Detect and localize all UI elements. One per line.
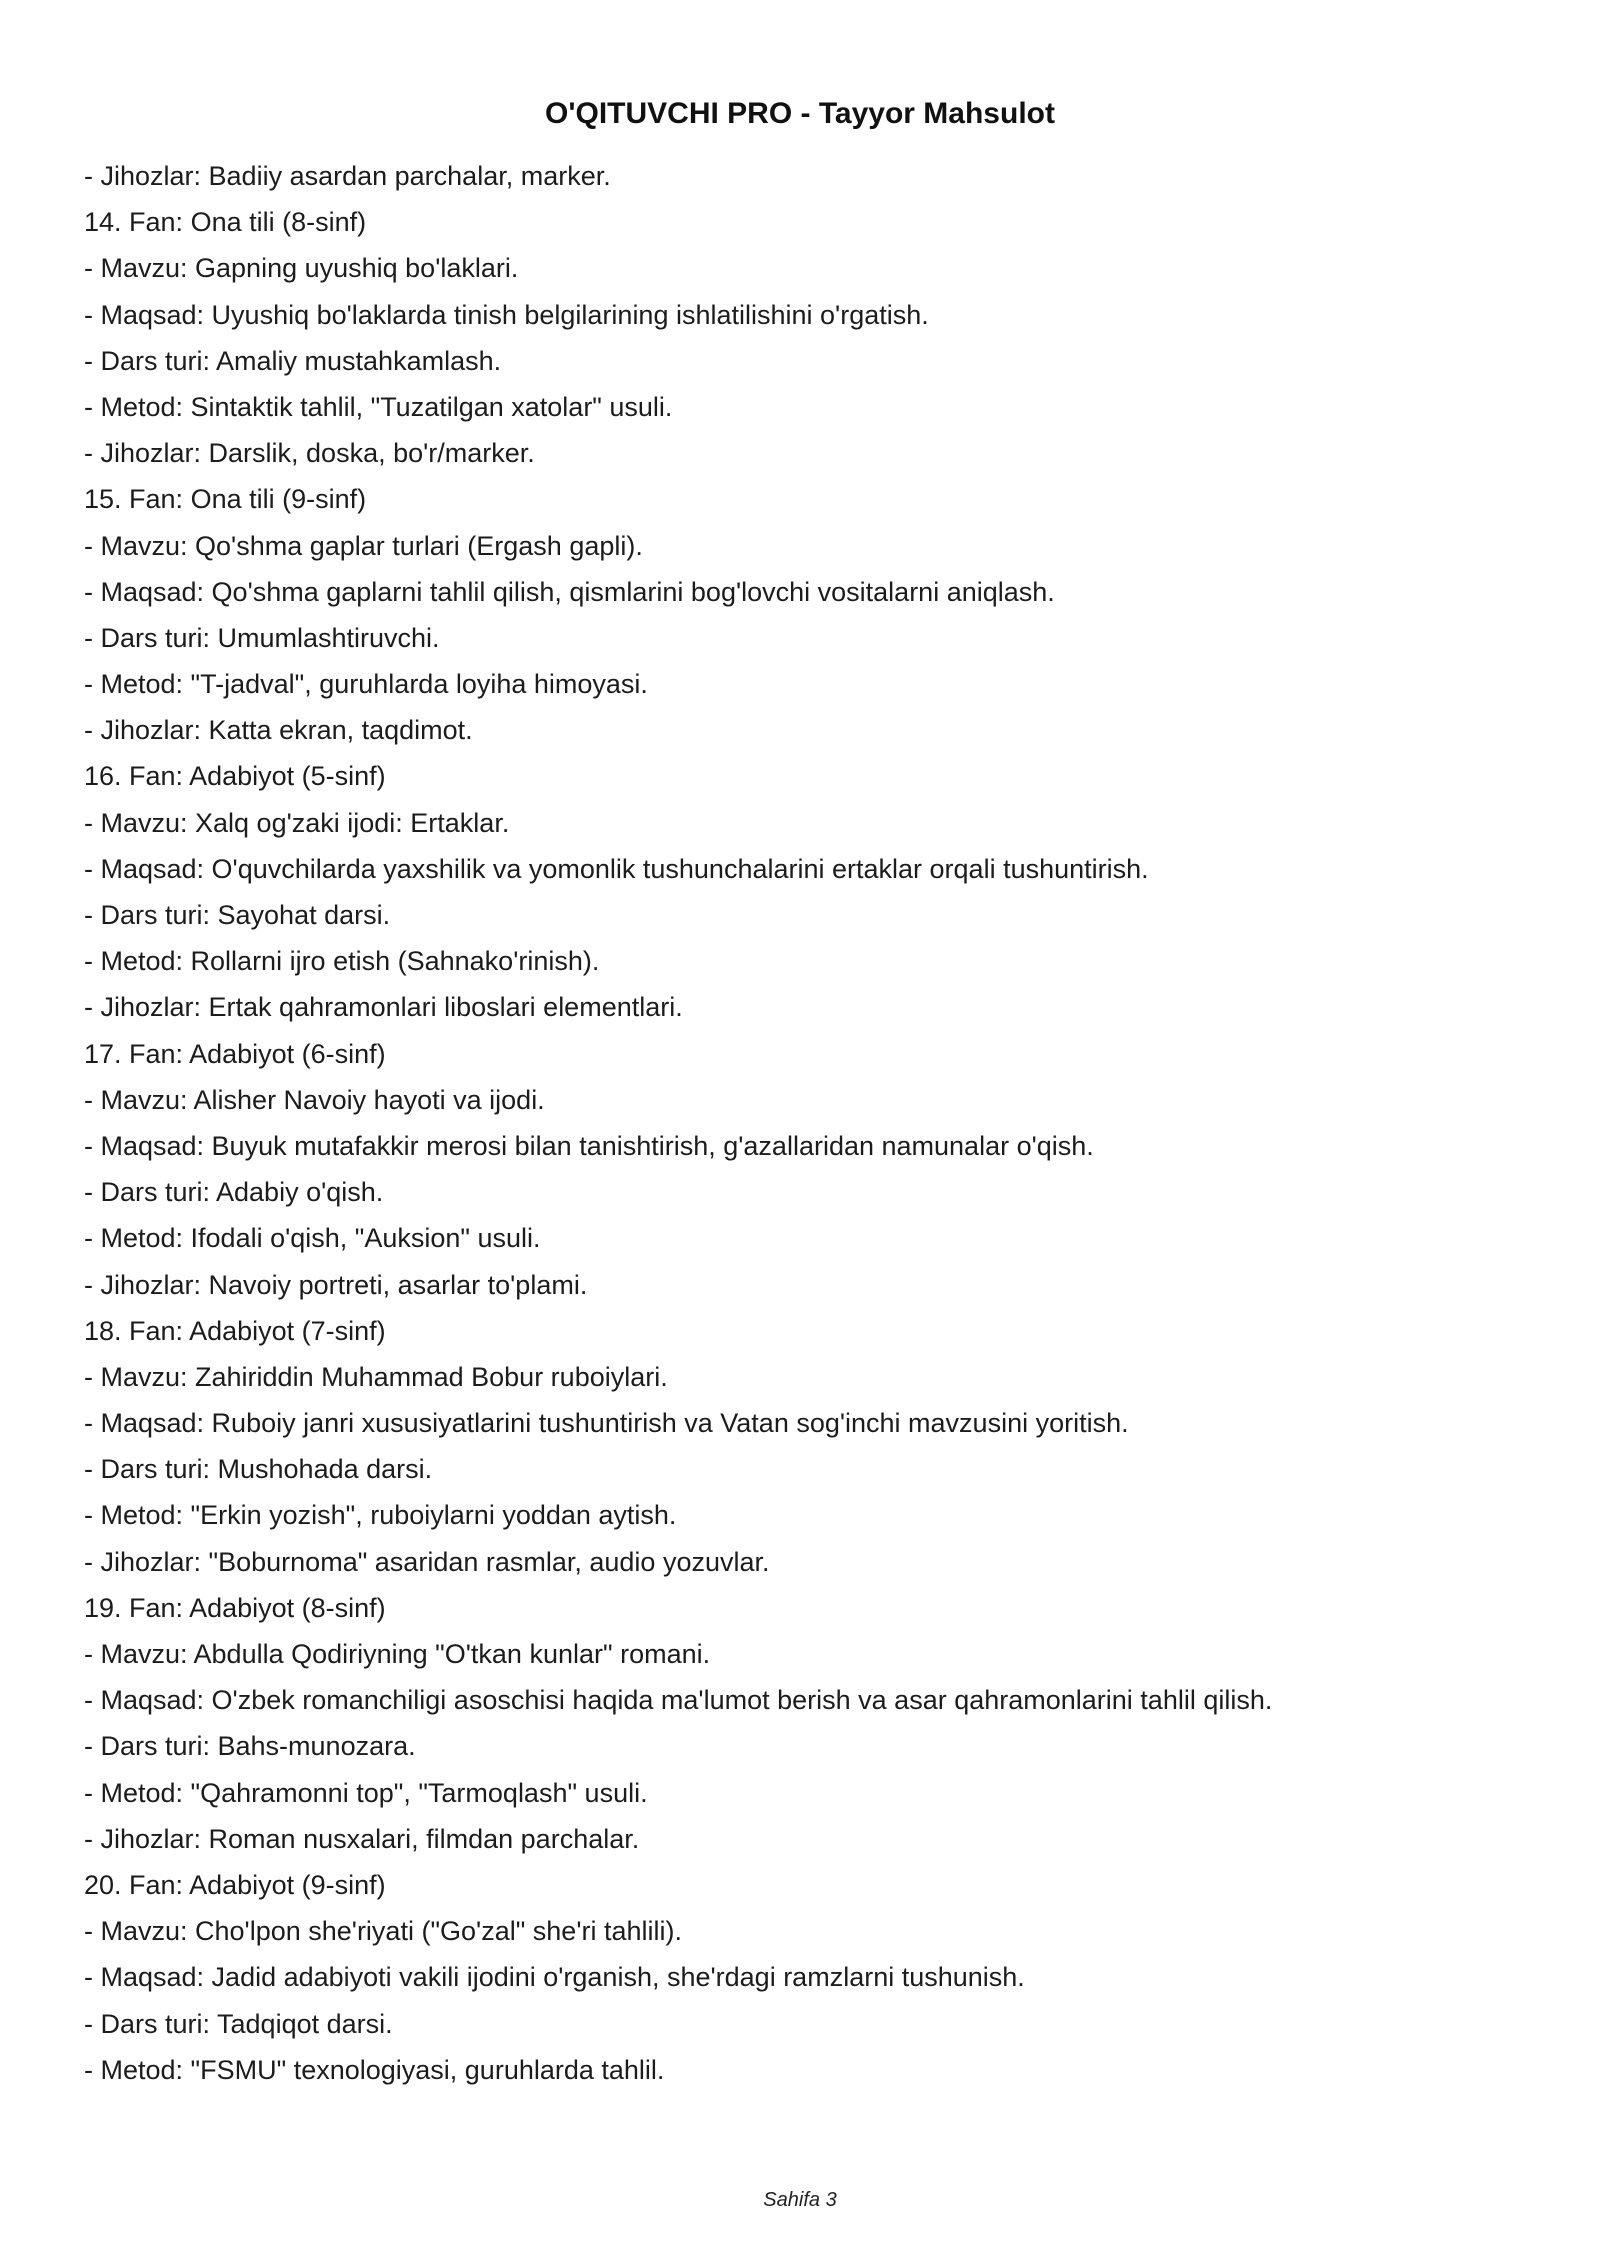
detail-line: - Maqsad: Ruboiy janri xususiyatlarini tushuntirish va Vatan sog'inchi mavzusini yoritish. [84, 1408, 1129, 1439]
detail-line: - Metod: Sintaktik tahlil, "Tuzatilgan xatolar" usuli. [84, 391, 673, 422]
subject-heading-line: 19. Fan: Adabiyot (8-sinf) [84, 1592, 386, 1623]
detail-line: - Dars turi: Tadqiqot darsi. [84, 2008, 393, 2039]
detail-line: - Jihozlar: Ertak qahramonlari liboslari elementlari. [84, 992, 683, 1023]
subject-heading-line: 16. Fan: Adabiyot (5-sinf) [84, 761, 386, 792]
detail-line: - Metod: "Erkin yozish", ruboiylarni yoddan aytish. [84, 1500, 677, 1531]
detail-line: - Jihozlar: "Boburnoma" asaridan rasmlar, audio yozuvlar. [84, 1546, 770, 1577]
detail-line: - Dars turi: Mushohada darsi. [84, 1454, 433, 1485]
subject-heading-line: 18. Fan: Adabiyot (7-sinf) [84, 1315, 386, 1346]
subject-heading-line: 17. Fan: Adabiyot (6-sinf) [84, 1038, 386, 1069]
detail-line: - Dars turi: Adabiy o'qish. [84, 1177, 384, 1208]
detail-line: - Metod: "Qahramonni top", "Tarmoqlash" usuli. [84, 1777, 648, 1808]
detail-line: - Jihozlar: Darslik, doska, bo'r/marker. [84, 438, 535, 469]
detail-line: - Maqsad: O'zbek romanchiligi asoschisi haqida ma'lumot berish va asar qahramonlarini tahlil qilish. [84, 1685, 1273, 1716]
detail-line: - Metod: Rollarni ijro etish (Sahnako'rinish). [84, 946, 600, 977]
detail-line: - Dars turi: Amaliy mustahkamlash. [84, 345, 502, 376]
detail-line: - Dars turi: Umumlashtiruvchi. [84, 622, 440, 653]
detail-line: - Jihozlar: Navoiy portreti, asarlar to'plami. [84, 1269, 588, 1300]
document-body [84, 153, 1524, 2093]
detail-line: - Dars turi: Bahs-munozara. [84, 1731, 416, 1762]
detail-line: - Maqsad: Uyushiq bo'laklarda tinish belgilarining ishlatilishini o'rgatish. [84, 299, 929, 330]
detail-line: - Jihozlar: Roman nusxalari, filmdan parchalar. [84, 1823, 640, 1854]
detail-line: - Mavzu: Zahiriddin Muhammad Bobur ruboiylari. [84, 1361, 668, 1392]
detail-line: - Mavzu: Qo'shma gaplar turlari (Ergash gapli). [84, 530, 643, 561]
subject-heading-line: 14. Fan: Ona tili (8-sinf) [84, 207, 367, 238]
detail-line: - Metod: "FSMU" texnologiyasi, guruhlarda tahlil. [84, 2054, 665, 2085]
detail-line: - Maqsad: Jadid adabiyoti vakili ijodini o'rganish, she'rdagi ramzlarni tushunish. [84, 1962, 1025, 1993]
detail-line: - Mavzu: Abdulla Qodiriyning "O'tkan kunlar" romani. [84, 1639, 711, 1669]
detail-line: - Mavzu: Xalq og'zaki ijodi: Ertaklar. [84, 807, 510, 838]
detail-line: - Jihozlar: Katta ekran, taqdimot. [84, 715, 473, 746]
detail-line: - Maqsad: Qo'shma gaplarni tahlil qilish, qismlarini bog'lovchi vositalarni aniqlash. [84, 576, 1055, 607]
subject-heading-line: 20. Fan: Adabiyot (9-sinf) [84, 1869, 386, 1900]
detail-line: - Metod: "T-jadval", guruhlarda loyiha himoyasi. [84, 669, 648, 700]
detail-line: - Mavzu: Cho'lpon she'riyati ("Go'zal" she'ri tahlili). [84, 1916, 682, 1947]
detail-line: - Mavzu: Alisher Navoiy hayoti va ijodi. [84, 1084, 545, 1115]
detail-line: - Metod: Ifodali o'qish, "Auksion" usuli. [84, 1223, 541, 1254]
page-number: Sahifa 3 [763, 2189, 837, 2211]
subject-heading-line: 15. Fan: Ona tili (9-sinf) [84, 484, 367, 515]
detail-line: - Jihozlar: Badiiy asardan parchalar, marker. [84, 161, 611, 191]
detail-line: - Maqsad: O'quvchilarda yaxshilik va yomonlik tushunchalarini ertaklar orqali tushuntirish. [84, 853, 1149, 884]
detail-line: - Mavzu: Gapning uyushiq bo'laklari. [84, 253, 519, 284]
page-title: O'QITUVCHI PRO - Tayyor Mahsulot [545, 97, 1055, 130]
detail-line: - Maqsad: Buyuk mutafakkir merosi bilan tanishtirish, g'azallaridan namunalar o'qish. [84, 1130, 1094, 1161]
detail-line: - Dars turi: Sayohat darsi. [84, 900, 391, 930]
